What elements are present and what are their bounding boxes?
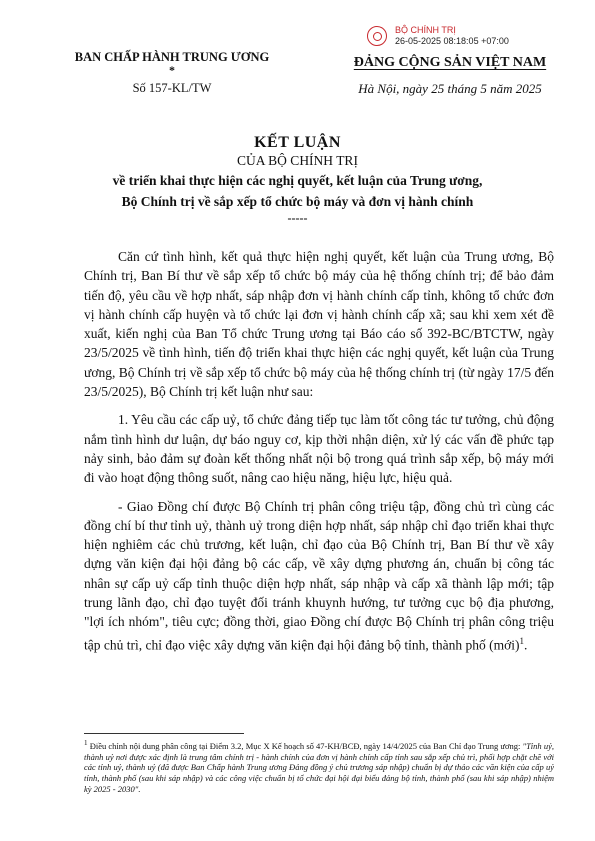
footnote-text: Điều chỉnh nội dung phân công tại Điểm 3.2, Mục X Kế hoạch số 47-KH/BCĐ, ngày 14/4/2025 của Ban Chỉ đạo Trung ương: (87, 740, 523, 751)
national-header-block (330, 55, 570, 97)
star-separator: * (169, 63, 175, 77)
issuing-body-block (72, 50, 272, 96)
footnote-ref: 1 (519, 635, 524, 646)
stamp-timestamp: 26-05-2025 08:18:05 +07:00 (395, 36, 509, 46)
stamp-text (395, 25, 509, 47)
document-subject-line-1: về triển khai thực hiện các nghị quyết, kết luận của Trung ương, (112, 173, 483, 188)
issuing-body-name: BAN CHẤP HÀNH TRUNG ƯƠNG (74, 50, 270, 64)
paragraph-preamble (84, 247, 554, 401)
document-type-title: KẾT LUẬN (254, 134, 341, 151)
seal-icon (367, 26, 387, 46)
title-divider: ----- (287, 211, 308, 225)
document-subject-line-2: Bộ Chính trị về sắp xếp tổ chức bộ máy và đơn vị hành chính (121, 194, 474, 209)
party-name: ĐẢNG CỘNG SẢN VIỆT NAM (353, 55, 547, 70)
footnote-mark: 1 (84, 739, 88, 747)
paragraph-item-1-sub-text: - Giao Đồng chí được Bộ Chính trị phân công triệu tập, đồng chủ trì cùng các đồng chí bí thư tỉnh uỷ, thành uỷ trong diện hợp nhất, sáp nhập chỉ đạo triển khai thực hiện nghiêm các chủ trương, kết luận, chỉ đạo của Bộ Chính trị, Ban Bí thư về xây dựng văn kiện đại hội đảng bộ các cấp, về xây dựng phương án, chuẩn bị công tác nhân sự cấp uỷ cấp tỉnh thuộc diện hợp nhất, sáp nhập và cấp xã thành lập mới; tập trung lãnh đạo, chỉ đạo tuyệt đối tránh khuynh hướng, tư tưởng cục bộ địa phương, "lợi ích nhóm", tiêu cực; đồng thời, giao Đồng chí được Bộ Chính trị phân công triệu tập chủ trì, chỉ đạo việc xây dựng văn kiện đại hội đảng bộ tỉnh, thành phố (mới) (84, 498, 554, 653)
footnote-divider (84, 733, 244, 734)
paragraph-preamble-text: Căn cứ tình hình, kết quả thực hiện nghị quyết, kết luận của Trung ương, Bộ Chính trị, Ban Bí thư về sắp xếp tổ chức bộ máy của hệ thống chính trị; để bảo đảm tiến độ, yêu cầu về hợp nhất, sáp nhập đơn vị hành chính cấp tỉnh, không tổ chức đơn vị hành chính cấp huyện và tổ chức lại đơn vị hành chính cấp xã; sau khi xem xét đề xuất, kiến nghị của Ban Tổ chức Trung ương tại Báo cáo số 392-BC/BTCTW, ngày 23/5/2025 về tình hình, tiến độ triển khai thực hiện các nghị quyết, kết luận của Trung ương, Bộ Chính trị về sắp xếp tổ chức bộ máy của hệ thống chính trị (từ ngày 17/5 đến 23/5/2025), Bộ Chính trị kết luận như sau: (84, 249, 554, 400)
place-date: Hà Nội, ngày 25 tháng 5 năm 2025 (358, 81, 542, 96)
document-issuer-title: CỦA BỘ CHÍNH TRỊ (237, 153, 358, 168)
footnote-quote: "Tỉnh uỷ, thành uỷ nơi được xác định là trung tâm chính trị - hành chính của đơn vị hành chính cấp tỉnh sau sắp xếp chủ trì, phối hợp chặt chẽ với các tỉnh uỷ, thành uỷ (đã được Ban Chấp hành Trung ương Đảng đồng ý chủ trương sáp nhập) chuẩn bị dự thảo các văn kiện của cấp uỷ tỉnh, thành phố (sau khi sáp nhập) và các công việc chuẩn bị tổ chức đại hội đại biểu đảng bộ tỉnh, thành phố (sau khi sáp nhập) nhiệm kỳ 2025 - 2030". (84, 740, 554, 795)
paragraph-item-1 (84, 410, 554, 487)
paragraph-item-1-sub: - Giao Đồng chí được Bộ Chính trị phân công triệu tập, đồng chủ trì cùng các đồng chí bí thư tỉnh uỷ, thành uỷ trong diện hợp nhất, sáp nhập chỉ đạo triển khai thực hiện nghiêm các chủ trương, kết luận, chỉ đạo của Bộ Chính trị, Ban Bí thư về xây dựng văn kiện đại hội đảng bộ các cấp, về xây dựng phương án, chuẩn bị công tác nhân sự cấp uỷ cấp tỉnh thuộc diện hợp nhất, sáp nhập và cấp xã thành lập mới; tập trung lãnh đạo, chỉ đạo tuyệt đối tránh khuynh hướng, tư tưởng cục bộ địa phương, "lợi ích nhóm", tiêu cực; đồng thời, giao Đồng chí được Bộ Chính trị phân công triệu tập chủ trì, chỉ đạo việc xây dựng văn kiện đại hội đảng bộ tỉnh, thành phố (mới)$^1$. (84, 498, 554, 653)
stamp-org: BỘ CHÍNH TRỊ (395, 25, 456, 35)
digital-signature-stamp (367, 26, 557, 48)
paragraph-item-1-text: 1. Yêu cầu các cấp uỷ, tổ chức đảng tiếp tục làm tốt công tác tư tưởng, chủ động nắm tình hình dư luận, dự báo nguy cơ, kịp thời nhận diện, xử lý các vấn đề phức tạp nảy sinh, bảo đảm sự đoàn kết thống nhất nội bộ trong quá trình sắp xếp, bộ máy mới đi vào hoạt động thông suốt, nâng cao hiệu năng, hiệu lực, hiệu quả. (84, 412, 554, 486)
document-number: Số 157-KL/TW (132, 81, 212, 95)
document-title-block (60, 134, 535, 223)
footnote (84, 738, 554, 795)
document-body (84, 247, 554, 663)
